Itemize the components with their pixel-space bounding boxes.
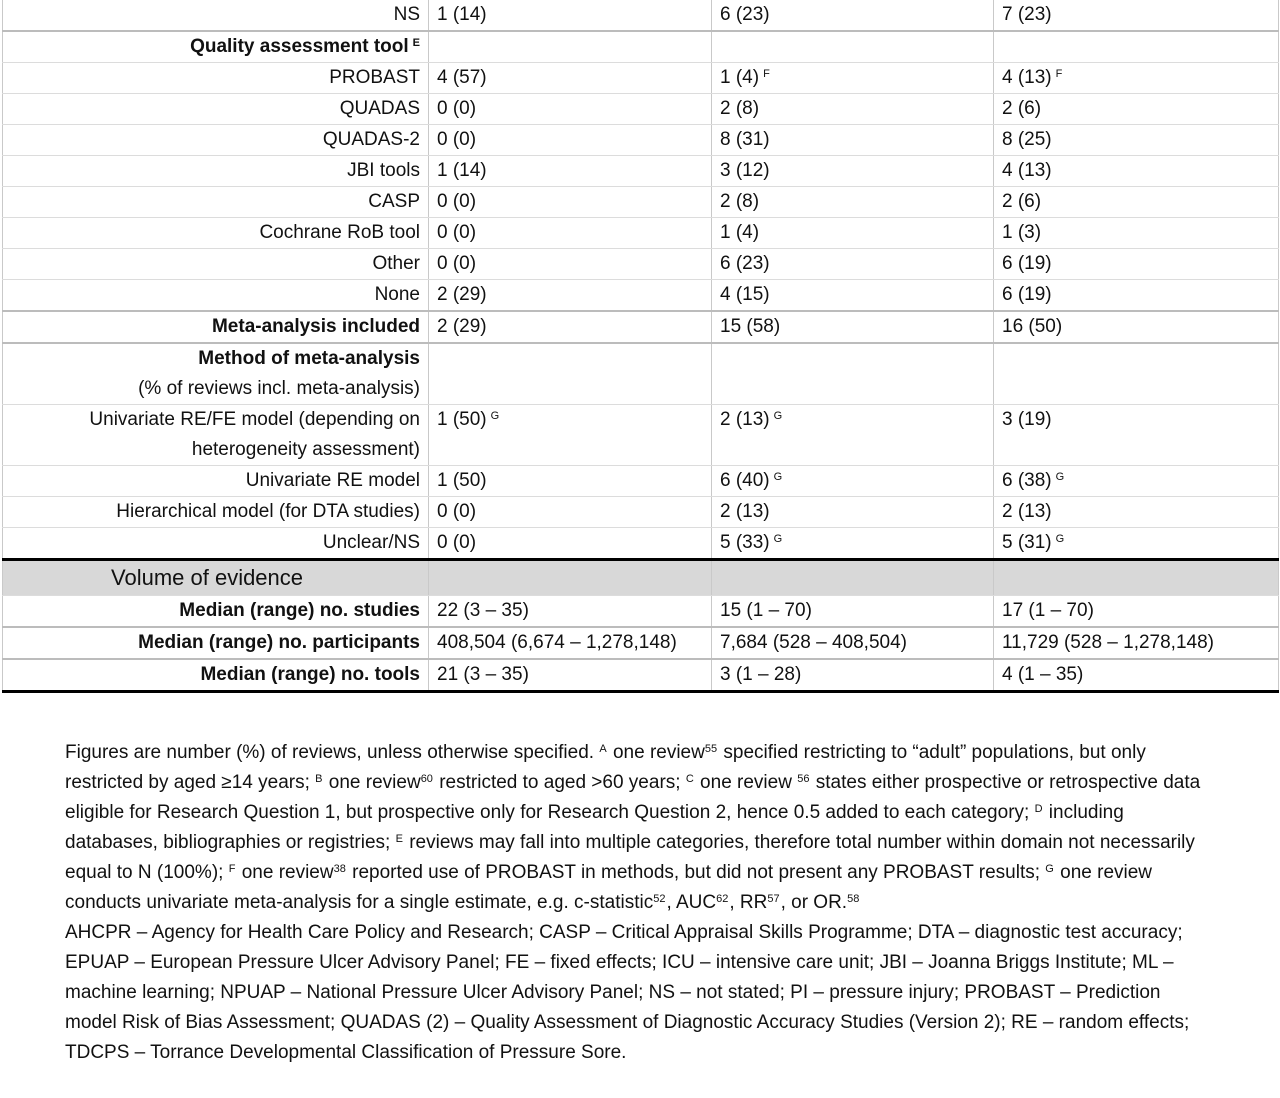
row-label: QUADAS-2 (3, 125, 429, 156)
footnote-text: one review conducts univariate meta-analysis for a single estimate, e.g. c-statistic (65, 862, 1153, 913)
footnote-text: one review (607, 742, 705, 763)
footnote-text: , AUC (666, 892, 717, 913)
footnote-text: , or OR. (780, 892, 848, 913)
cell-value: 8 (31) (712, 125, 994, 156)
row-label: Median (range) no. participants (3, 627, 429, 659)
footnote-text: restricted to aged >60 years; (433, 772, 686, 793)
footnote-superscript: F (228, 863, 236, 875)
footnote-superscript: 62 (716, 893, 729, 905)
cell-value: 3 (19) (994, 405, 1279, 466)
footnote-marker: G (773, 410, 783, 422)
cell-value: 0 (0) (429, 497, 712, 528)
footnote-superscript: 57 (767, 893, 780, 905)
section-header-row (3, 560, 1279, 596)
cell-value: 21 (3 – 35) (429, 659, 712, 692)
cell-value: 4 (13) $^F$ (994, 63, 1279, 94)
footnote-superscript: A (599, 743, 607, 755)
cell-value: 6 (38) $^G$ (994, 466, 1279, 497)
cell-value: 1 (4) (712, 218, 994, 249)
footnote-superscript: E (395, 833, 403, 845)
row-label: Method of meta-analysis (% of reviews incl. meta-analysis) (3, 343, 429, 405)
section-title: Volume of evidence (3, 560, 429, 596)
cell-value: 0 (0) (429, 125, 712, 156)
table-row (3, 466, 1279, 497)
cell-value: 6 (23) (712, 0, 994, 31)
row-label: None (3, 280, 429, 312)
table-row (3, 218, 1279, 249)
cell-value: 1 (3) (994, 218, 1279, 249)
table-row (3, 659, 1279, 692)
row-label: Quality assessment tool $^E$ (3, 31, 429, 63)
cell-value: 3 (1 – 28) (712, 659, 994, 692)
cell-value: 0 (0) (429, 218, 712, 249)
footnote-marker: G (773, 471, 783, 483)
table-row (3, 156, 1279, 187)
cell-value: 2 (6) (994, 187, 1279, 218)
table-row (3, 627, 1279, 659)
cell-value: 8 (25) (994, 125, 1279, 156)
table-row (3, 497, 1279, 528)
footnote-superscript: D (1034, 803, 1043, 815)
cell-value: 11,729 (528 – 1,278,148) (994, 627, 1279, 659)
footnote-superscript: C (685, 773, 694, 785)
cell-value: 16 (50) (994, 311, 1279, 343)
footnote-marker: G (1055, 533, 1065, 545)
cell-value: 4 (57) (429, 63, 712, 94)
footnote-marker: F (763, 68, 770, 80)
cell-value: 2 (29) (429, 280, 712, 312)
cell-value: 1 (14) (429, 156, 712, 187)
row-label: Meta-analysis included (3, 311, 429, 343)
cell-value: 4 (15) (712, 280, 994, 312)
table-row (3, 63, 1279, 94)
footnote-superscript: 38 (333, 863, 346, 875)
cell-value: 6 (19) (994, 249, 1279, 280)
cell-value: 6 (23) (712, 249, 994, 280)
footnote-text: , RR (729, 892, 768, 913)
cell-value: 15 (58) (712, 311, 994, 343)
cell-value: 4 (1 – 35) (994, 659, 1279, 692)
footnote-marker: G (1055, 471, 1065, 483)
footnote-marker: G (773, 533, 783, 545)
cell-value: 2 (13) $^G$ (712, 405, 994, 466)
footnote-text: reported use of PROBAST in methods, but did not present any PROBAST results; (346, 862, 1046, 883)
table-row (3, 31, 1279, 63)
cell-value: 1 (50) $^G$ (429, 405, 712, 466)
cell-value: 7,684 (528 – 408,504) (712, 627, 994, 659)
row-label: PROBAST (3, 63, 429, 94)
cell-value: 0 (0) (429, 249, 712, 280)
cell-value: 3 (12) (712, 156, 994, 187)
row-label: Univariate RE/FE model (depending on heterogeneity assessment) (3, 405, 429, 466)
row-label: CASP (3, 187, 429, 218)
table-row (3, 249, 1279, 280)
footnote-text: one review (323, 772, 421, 793)
footnote-text: including databases, bibliographies or registries; (65, 802, 1124, 853)
cell-value: 15 (1 – 70) (712, 596, 994, 628)
cell-value: 1 (50) (429, 466, 712, 497)
footnote-text: Figures are number (%) of reviews, unless otherwise specified. (65, 742, 600, 763)
table-row (3, 280, 1279, 312)
row-label: NS (3, 0, 429, 31)
table-row (3, 528, 1279, 560)
cell-value: 1 (4) $^F$ (712, 63, 994, 94)
cell-value: 2 (29) (429, 311, 712, 343)
footnote-superscript: B (315, 773, 323, 785)
footnote-paragraph (65, 738, 1215, 918)
footnote-superscript: 58 (847, 893, 860, 905)
cell-value: 22 (3 – 35) (429, 596, 712, 628)
footnote-text: one review (236, 862, 334, 883)
footnote-superscript: G (1045, 863, 1054, 875)
row-label: Unclear/NS (3, 528, 429, 560)
footnote-text: states either prospective or retrospective data eligible for Research Question 1, but prospective only for Research Question 2, hence 0.5 added to each category; (65, 772, 1201, 823)
row-label: Median (range) no. studies (3, 596, 429, 628)
row-label: Other (3, 249, 429, 280)
row-label: Univariate RE model (3, 466, 429, 497)
abbreviations-paragraph: AHCPR – Agency for Health Care Policy and Research; CASP – Critical Appraisal Skills Programme; DTA – diagnostic test accuracy; EPUAP – European Pressure Ulcer Advisory Panel; FE – fixed effects; ICU – intensive care unit; JBI – Joanna Briggs Institute; ML – machine learning; NPUAP – National Pressure Ulcer Advisory Panel; NS – not stated; PI – pressure injury; PROBAST – Prediction model Risk of Bias Assessment; QUADAS (2) – Quality Assessment of Diagnostic Accuracy Studies (Version 2); RE – random effects; TDCPS – Torrance Developmental Classification of Pressure Sore. (65, 922, 1190, 1063)
table-row (3, 311, 1279, 343)
row-label: JBI tools (3, 156, 429, 187)
footnote-text: one review (694, 772, 798, 793)
footnote-superscript: 60 (420, 773, 433, 785)
row-label: Median (range) no. tools (3, 659, 429, 692)
cell-value: 0 (0) (429, 187, 712, 218)
cell-value: 6 (19) (994, 280, 1279, 312)
footnote-superscript: 55 (704, 743, 718, 755)
footnote-text: reviews may fall into multiple categories, therefore total number within domain not necessarily equal to N (100%); (65, 832, 1195, 883)
table-row (3, 125, 1279, 156)
table-row (3, 343, 1279, 405)
cell-value: 4 (13) (994, 156, 1279, 187)
cell-value: 5 (31) $^G$ (994, 528, 1279, 560)
cell-value: 2 (8) (712, 187, 994, 218)
cell-value: 2 (8) (712, 94, 994, 125)
table-row (3, 0, 1279, 31)
cell-value: 5 (33) $^G$ (712, 528, 994, 560)
footnote-text: specified restricting to “adult” populations, but only restricted by aged ≥14 years; (65, 742, 1146, 793)
review-characteristics-table (2, 0, 1279, 693)
row-label: Hierarchical model (for DTA studies) (3, 497, 429, 528)
cell-value: 0 (0) (429, 94, 712, 125)
table-row (3, 405, 1279, 466)
cell-value: 1 (14) (429, 0, 712, 31)
cell-value: 2 (13) (994, 497, 1279, 528)
row-label: QUADAS (3, 94, 429, 125)
table-row (3, 596, 1279, 628)
row-label: Cochrane RoB tool (3, 218, 429, 249)
table-row (3, 94, 1279, 125)
footnote-marker: E (412, 37, 420, 49)
cell-value: 408,504 (6,674 – 1,278,148) (429, 627, 712, 659)
cell-value: 6 (40) $^G$ (712, 466, 994, 497)
cell-value: 7 (23) (994, 0, 1279, 31)
cell-value: 17 (1 – 70) (994, 596, 1279, 628)
footnote-superscript: 52 (653, 893, 666, 905)
footnote-superscript: 56 (797, 773, 810, 785)
footnote-marker: G (490, 410, 500, 422)
table-footnote (65, 738, 1215, 1068)
cell-value: 2 (13) (712, 497, 994, 528)
cell-value: 0 (0) (429, 528, 712, 560)
footnote-marker: F (1055, 68, 1063, 80)
table-row (3, 187, 1279, 218)
cell-value: 2 (6) (994, 94, 1279, 125)
